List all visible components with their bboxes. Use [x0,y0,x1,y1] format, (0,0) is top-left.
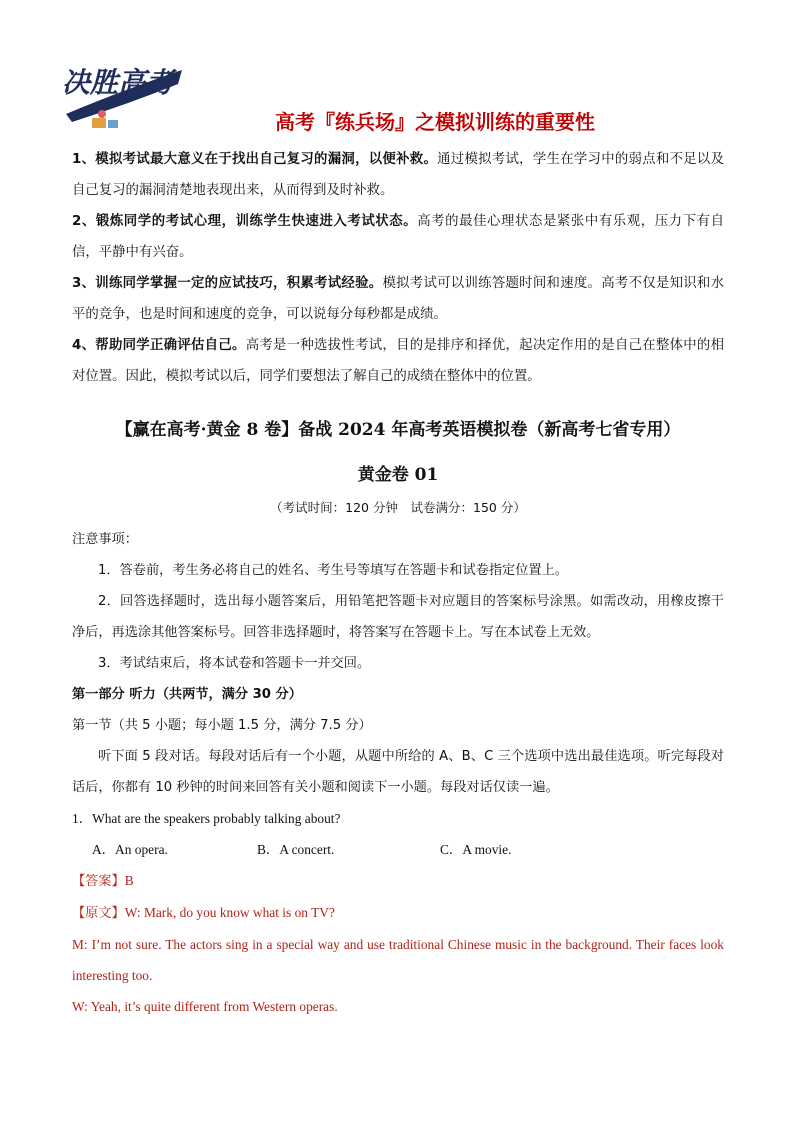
intro-item [72,144,724,206]
transcript-label: 【原文】 [72,906,125,921]
exam-time: （考试时间：120 分钟 试卷满分：150 分） [270,500,526,515]
note-item: 1．答卷前，考生务必将自己的姓名、考生号等填写在答题卡和试卷指定位置上。 [98,563,568,578]
transcript-text: W: Mark, do you know what is on TV? [124,905,335,920]
option-c: C．A movie. [440,842,512,857]
note-item: 3．考试结束后，将本试卷和答题卡一并交回。 [98,656,371,671]
transcript-line: M: I’m not sure. The actors sing in a special way and use traditional Chinese music in the background. Their faces look interesting too. [72,937,724,983]
answer-label: 【答案】 [72,874,125,889]
answer-value: B [124,873,134,888]
exam-body [72,524,724,1022]
intro-item [72,268,724,330]
intro-item-text: 通过模拟考试，学生在学习中的弱点和不足以及自己复习的漏洞清楚地表现出来，从而得到及时补救。 [72,152,724,198]
exam-title: 【赢在高考·黄金 8 卷】备战 2024 年高考英语模拟卷（新高考七省专用） [115,420,681,440]
section-heading: 第一节（共 5 小题；每小题 1.5 分，满分 7.5 分） [72,718,372,733]
option-b: B．A concert. [257,842,335,857]
transcript-line [72,897,724,929]
intro-item-bold: 4、帮助同学正确评估自己。 [72,338,246,353]
intro-item-text: 高考的最佳心理状态是紧张中有乐观，压力下有自信，平静中有兴奋。 [72,214,724,260]
intro-item [72,330,724,392]
intro-item-bold: 2、锻炼同学的考试心理，训练学生快速进入考试状态。 [72,214,418,229]
intro-item-bold: 1、模拟考试最大意义在于找出自己复习的漏洞，以便补救。 [72,152,438,167]
question-stem: 1．What are the speakers probably talking about? [72,811,341,826]
question-options [72,834,724,865]
section-description: 听下面 5 段对话。每段对话后有一个小题，从题中所给的 A、B、C 三个选项中选出最佳选项。听完每段对话后，你都有 10 秒钟的时间来回答有关小题和阅读下一小题。每段对话仅读一遍。 [72,749,724,795]
intro-item-text: 高考是一种选拔性考试，目的是排序和择优，起决定作用的是自己在整体中的相对位置。因此，模拟考试以后，同学们要想法了解自己的成绩在整体中的位置。 [72,338,724,384]
transcript-line: W: Yeah, it’s quite different from Western operas. [72,999,338,1014]
intro-item [72,206,724,268]
exam-subtitle: 黄金卷 01 [357,465,439,485]
notes-header: 注意事项： [72,532,138,547]
note-item: 2．回答选择题时，选出每小题答案后，用铅笔把答题卡对应题目的答案标号涂黑。如需改动，用橡皮擦干净后，再选涂其他答案标号。回答非选择题时，将答案写在答题卡上。写在本试卷上无效。 [72,594,724,640]
intro-section [72,144,724,392]
intro-item-bold: 3、训练同学掌握一定的应试技巧，积累考试经验。 [72,276,383,291]
option-a: A．An opera. [92,842,168,857]
intro-item-text: 模拟考试可以训练答题时间和速度。高考不仅是知识和水平的竞争，也是时间和速度的竞争，可以说每分每秒都是成绩。 [72,276,724,322]
page-title [0,106,794,135]
part-heading: 第一部分 听力（共两节，满分 30 分） [72,687,302,702]
answer-line [72,865,724,897]
page-title-text: 高考『练兵场』之模拟训练的重要性 [275,110,595,134]
logo-text: 决胜高考 [62,66,175,99]
